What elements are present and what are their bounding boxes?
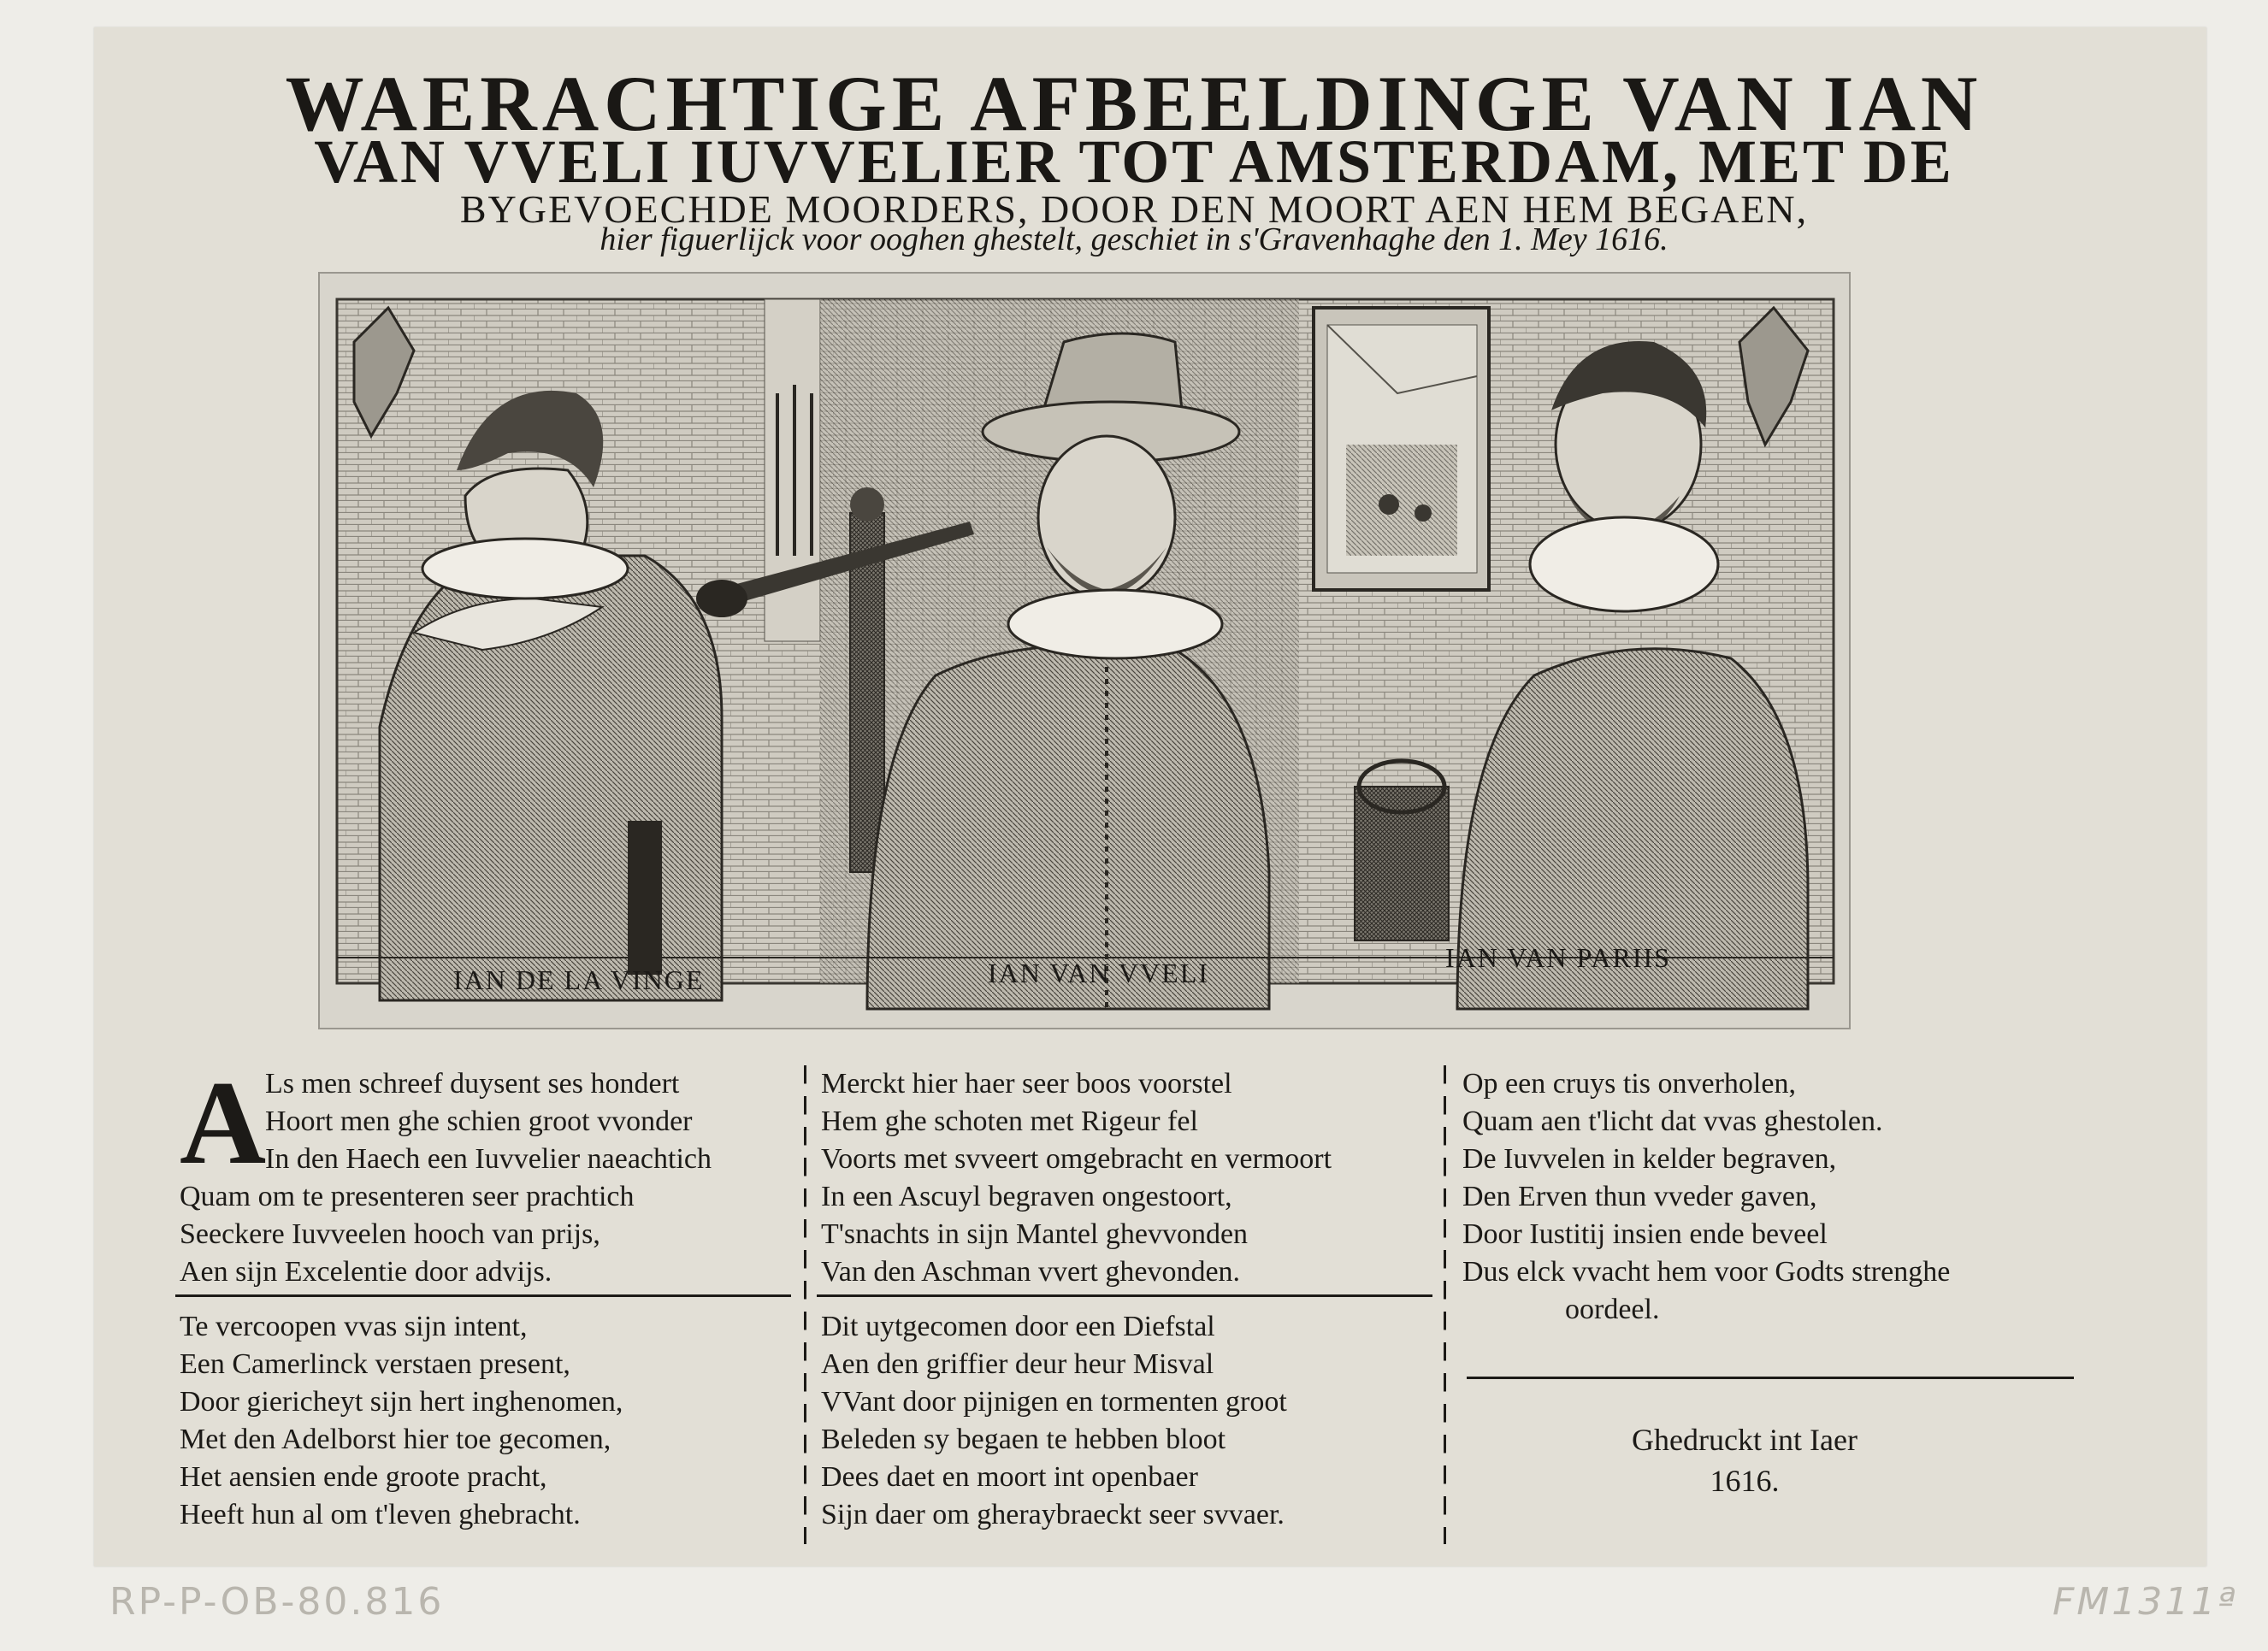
- verse-line: In den Haech een Iuvvelier naeachtich: [265, 1143, 712, 1175]
- verse-line: Ls men schreef duysent ses hondert: [265, 1068, 680, 1100]
- inventory-number: RP-P-OB-80.816: [109, 1580, 445, 1624]
- verse-line: Quam aen t'licht dat vvas ghestolen.: [1462, 1106, 1883, 1137]
- verse-column-1-top: [180, 1057, 712, 1291]
- imprint-line-1: Ghedruckt int Iaer: [1632, 1423, 1858, 1457]
- verse-line: Door Iustitij insien ende beveel: [1462, 1218, 1828, 1250]
- verse-column-2-top: [821, 1065, 1332, 1291]
- verse-line: Quam om te presenteren seer prachtich: [180, 1181, 635, 1212]
- caption-ian-de-la-vinge: IAN DE LA VINGE: [453, 964, 705, 995]
- verse-line: De Iuvvelen in kelder begraven,: [1462, 1143, 1837, 1175]
- verse-line: In een Ascuyl begraven ongestoort,: [821, 1181, 1232, 1212]
- verse-line: T'snachts in sijn Mantel ghevvonden: [821, 1218, 1249, 1250]
- title-line-3: BYGEVOECHDE MOORDERS, DOOR DEN MOORT AEN HEM BEGAEN,: [459, 187, 1809, 231]
- title-line-2: VAN VVELI IUVVELIER TOT AMSTERDAM, MET DE: [314, 127, 1954, 196]
- verse-line: Seeckere Iuvveelen hooch van prijs,: [180, 1218, 600, 1250]
- imprint-year: 1616.: [1710, 1464, 1780, 1498]
- verse-line: Den Erven thun vveder gaven,: [1462, 1181, 1817, 1212]
- verse-line: Merckt hier haer seer boos voorstel: [821, 1068, 1232, 1100]
- verse-line: Hoort men ghe schien groot vvonder: [265, 1106, 693, 1137]
- verse-line: VVant door pijnigen en tormenten groot: [821, 1386, 1287, 1418]
- caption-ian-van-vveli: IAN VAN VVELI: [988, 958, 1209, 988]
- verse-line: Te vercoopen vvas sijn intent,: [180, 1311, 528, 1342]
- imprint: [1454, 1419, 2035, 1501]
- verse-line: Aen sijn Excelentie door advijs.: [180, 1256, 552, 1288]
- engraving-plate: [318, 272, 1851, 1029]
- verse-line: Heeft hun al om t'leven ghebracht.: [180, 1499, 581, 1530]
- verse-line: Beleden sy begaen te hebben bloot: [821, 1424, 1226, 1455]
- verse-line: Sijn daer om gheraybraeckt seer svvaer.: [821, 1499, 1285, 1530]
- verse-line: Voorts met svveert omgebracht en vermoort: [821, 1143, 1332, 1175]
- verse-line: Het aensien ende groote pracht,: [180, 1461, 547, 1493]
- drop-cap: A: [180, 1057, 267, 1189]
- verse-line: Dus elck vvacht hem voor Godts strenghe: [1462, 1256, 1951, 1288]
- verse-line: Dees daet en moort int openbaer: [821, 1461, 1198, 1493]
- verse-line: Een Camerlinck verstaen present,: [180, 1348, 570, 1380]
- engraving-illustration: [320, 274, 1849, 1028]
- verse-line: Aen den griffier deur heur Misval: [821, 1348, 1214, 1380]
- column-separator-1: [804, 1065, 806, 1544]
- verse-line: Van den Aschman vvert ghevonden.: [821, 1256, 1241, 1288]
- title-line-1: WAERACHTIGE AFBEELDINGE VAN IAN: [285, 60, 1983, 147]
- verse-column-1-bottom: [180, 1308, 623, 1534]
- verse-line: Door giericheyt sijn hert inghenomen,: [180, 1386, 623, 1418]
- verse-column-2-bottom: [821, 1308, 1287, 1534]
- verse-line: Op een cruys tis onverholen,: [1462, 1068, 1796, 1100]
- caption-ian-van-pariis: IAN VAN PARIIS: [1445, 942, 1671, 973]
- title-line-4: hier figuerlijck voor ooghen ghestelt, geschiet in s'Gravenhaghe den 1. Mey 1616.: [599, 221, 1669, 257]
- rule-col1: [175, 1294, 791, 1297]
- column-separator-2: [1444, 1065, 1446, 1544]
- collection-mark: FM1311ª: [2052, 1580, 2238, 1624]
- verse-line: oordeel.: [1565, 1294, 1660, 1325]
- rule-col2: [817, 1294, 1432, 1297]
- rule-col3: [1467, 1377, 2074, 1379]
- verse-line: Met den Adelborst hier toe gecomen,: [180, 1424, 611, 1455]
- verse-line: Dit uytgecomen door een Diefstal: [821, 1311, 1215, 1342]
- verse-column-3: [1462, 1065, 1950, 1329]
- verse-line: Hem ghe schoten met Rigeur fel: [821, 1106, 1198, 1137]
